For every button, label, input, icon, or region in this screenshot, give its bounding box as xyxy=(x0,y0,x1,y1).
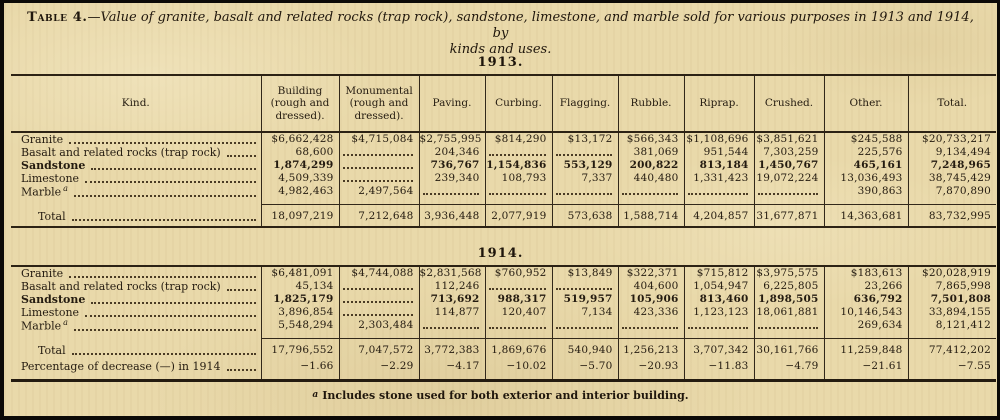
row-label: Marble $^a$ xyxy=(21,184,68,199)
dot-leader xyxy=(227,155,256,157)
empty-cell-dots xyxy=(556,288,612,290)
empty-cell-dots xyxy=(423,327,479,329)
row-label: Limestone xyxy=(21,306,80,319)
empty-cell-dots xyxy=(688,193,748,195)
value-cell xyxy=(684,319,754,339)
value-cell: 14,363,681 xyxy=(824,205,908,228)
empty-cell-dots xyxy=(688,327,748,329)
value-cell: 553,129 xyxy=(552,159,618,172)
value-cell: 404,600 xyxy=(618,280,684,293)
dot-leader xyxy=(72,353,256,355)
kind-cell xyxy=(11,146,261,159)
value-cell xyxy=(552,146,618,159)
empty-cell-dots xyxy=(556,327,612,329)
value-cell: 736,767 xyxy=(419,159,485,172)
value-cell: 813,460 xyxy=(684,293,754,306)
table-header xyxy=(11,75,996,132)
table-row xyxy=(11,306,996,319)
value-cell: 7,870,890 xyxy=(908,185,996,205)
row-label: Marble $^a$ xyxy=(21,318,68,333)
value-cell: 1,331,423 xyxy=(684,172,754,185)
value-cell: 2,303,484 xyxy=(339,319,419,339)
empty-cell-dots xyxy=(343,180,413,182)
value-cell: −11.83 xyxy=(684,360,754,381)
value-cell: $13,849 xyxy=(552,266,618,280)
empty-cell-dots xyxy=(343,314,413,316)
value-cell: 45,134 xyxy=(261,280,339,293)
kind-cell xyxy=(11,266,261,280)
table-number: Table 4. xyxy=(27,10,88,25)
empty-cell-dots xyxy=(556,154,612,156)
col-header-riprap: Riprap. xyxy=(684,75,754,132)
value-cell: 38,745,429 xyxy=(908,172,996,185)
kind-cell xyxy=(11,360,261,381)
value-cell: 269,634 xyxy=(824,319,908,339)
value-cell: 4,204,857 xyxy=(684,205,754,228)
kind-cell xyxy=(11,319,261,339)
col-header-curbing: Curbing. xyxy=(485,75,552,132)
footnote-text: Includes stone used for both exterior and interior building. xyxy=(322,389,689,402)
value-cell: 7,303,259 xyxy=(754,146,824,159)
value-cell xyxy=(485,185,552,205)
value-cell: 951,544 xyxy=(684,146,754,159)
table-1913 xyxy=(11,74,996,228)
value-cell: −10.02 xyxy=(485,360,552,381)
value-cell: 200,822 xyxy=(618,159,684,172)
value-cell: 11,259,848 xyxy=(824,339,908,361)
empty-cell-dots xyxy=(489,154,546,156)
value-cell: 18,061,881 xyxy=(754,306,824,319)
value-cell: $2,755,995 xyxy=(419,132,485,146)
value-cell: 3,896,854 xyxy=(261,306,339,319)
value-cell: 440,480 xyxy=(618,172,684,185)
kind-cell xyxy=(11,159,261,172)
empty-cell-dots xyxy=(489,193,546,195)
value-cell: 17,796,552 xyxy=(261,339,339,361)
value-cell: 6,225,805 xyxy=(754,280,824,293)
value-cell: $566,343 xyxy=(618,132,684,146)
kind-cell-content xyxy=(11,280,261,293)
value-cell xyxy=(339,306,419,319)
value-cell: $4,744,088 xyxy=(339,266,419,280)
value-cell: 7,248,965 xyxy=(908,159,996,172)
col-header-rubble: Rubble. xyxy=(618,75,684,132)
value-cell xyxy=(754,319,824,339)
value-cell: 519,957 xyxy=(552,293,618,306)
value-cell: 540,940 xyxy=(552,339,618,361)
section-heading-1913: 1913. xyxy=(477,55,524,70)
value-cell: −4.17 xyxy=(419,360,485,381)
dot-leader xyxy=(85,181,255,183)
dot-leader xyxy=(227,369,256,371)
value-cell: $3,975,575 xyxy=(754,266,824,280)
kind-cell xyxy=(11,132,261,146)
row-label: Granite xyxy=(21,267,64,280)
value-cell: $245,588 xyxy=(824,132,908,146)
row-label: Granite xyxy=(21,133,64,146)
value-cell: 573,638 xyxy=(552,205,618,228)
col-header-building: Building (rough and dressed). xyxy=(261,75,339,132)
value-cell: 1,154,836 xyxy=(485,159,552,172)
value-cell xyxy=(618,319,684,339)
kind-cell xyxy=(11,280,261,293)
value-cell: 8,121,412 xyxy=(908,319,996,339)
table-row xyxy=(11,185,996,205)
value-cell: −20.93 xyxy=(618,360,684,381)
table-title xyxy=(22,10,979,58)
value-cell xyxy=(684,185,754,205)
value-cell: 19,072,224 xyxy=(754,172,824,185)
value-cell: 13,036,493 xyxy=(824,172,908,185)
row-label: Total xyxy=(38,210,66,224)
dot-leader xyxy=(72,219,256,221)
value-cell: 2,497,564 xyxy=(339,185,419,205)
value-cell: 18,097,219 xyxy=(261,205,339,228)
kind-cell-content xyxy=(11,344,261,357)
col-header-total: Total. xyxy=(908,75,996,132)
kind-cell-content xyxy=(11,172,261,185)
dot-leader xyxy=(69,276,255,278)
value-cell: 10,146,543 xyxy=(824,306,908,319)
row-label: Sandstone xyxy=(21,293,86,306)
value-cell: 390,863 xyxy=(824,185,908,205)
value-cell: 1,256,213 xyxy=(618,339,684,361)
kind-cell xyxy=(11,205,261,228)
value-cell: 114,877 xyxy=(419,306,485,319)
value-cell: 381,069 xyxy=(618,146,684,159)
value-cell: $760,952 xyxy=(485,266,552,280)
empty-cell-dots xyxy=(343,154,413,156)
value-cell: $2,831,568 xyxy=(419,266,485,280)
col-header-other: Other. xyxy=(824,75,908,132)
kind-cell-content xyxy=(11,267,261,280)
value-cell: 1,825,179 xyxy=(261,293,339,306)
empty-cell-dots xyxy=(758,193,818,195)
kind-cell xyxy=(11,172,261,185)
value-cell: 120,407 xyxy=(485,306,552,319)
value-cell xyxy=(339,146,419,159)
value-cell: 204,346 xyxy=(419,146,485,159)
value-cell: −5.70 xyxy=(552,360,618,381)
kind-cell-content xyxy=(11,360,261,373)
value-cell: 3,936,448 xyxy=(419,205,485,228)
dot-leader xyxy=(227,289,256,291)
row-label: Total xyxy=(38,344,66,358)
table-row xyxy=(11,293,996,306)
table-1914 xyxy=(11,265,996,382)
value-cell: 33,894,155 xyxy=(908,306,996,319)
value-cell: $13,172 xyxy=(552,132,618,146)
value-cell: 3,772,383 xyxy=(419,339,485,361)
title-line1: —Value of granite, basalt and related rocks (trap rock), sandstone, limestone, and marble sold for various purposes in 1913 and 1914, by xyxy=(87,10,974,41)
table-row xyxy=(11,280,996,293)
table-row xyxy=(11,132,996,146)
value-cell: −4.79 xyxy=(754,360,824,381)
row-label: Percentage of decrease (—) in 1914 xyxy=(21,360,221,374)
kind-cell xyxy=(11,339,261,361)
kind-cell xyxy=(11,185,261,205)
value-cell xyxy=(419,185,485,205)
value-cell: 30,161,766 xyxy=(754,339,824,361)
dot-leader xyxy=(91,302,255,304)
kind-cell-content xyxy=(11,133,261,146)
value-cell xyxy=(485,280,552,293)
table-row xyxy=(11,266,996,280)
col-header-crushed: Crushed. xyxy=(754,75,824,132)
table-row xyxy=(11,146,996,159)
dot-leader xyxy=(74,329,256,331)
value-cell xyxy=(552,319,618,339)
value-cell: −1.66 xyxy=(261,360,339,381)
percentage-row xyxy=(11,360,996,381)
value-cell: 7,212,648 xyxy=(339,205,419,228)
value-cell: 239,340 xyxy=(419,172,485,185)
dot-leader xyxy=(69,142,255,144)
col-header-flagging: Flagging. xyxy=(552,75,618,132)
value-cell: 3,707,342 xyxy=(684,339,754,361)
row-label: Basalt and related rocks (trap rock) xyxy=(21,280,221,293)
value-cell: $20,028,919 xyxy=(908,266,996,280)
dot-leader xyxy=(91,168,255,170)
value-cell: 225,576 xyxy=(824,146,908,159)
value-cell: 9,134,494 xyxy=(908,146,996,159)
value-cell: 1,898,505 xyxy=(754,293,824,306)
value-cell: $1,108,696 xyxy=(684,132,754,146)
col-header-paving: Paving. xyxy=(419,75,485,132)
value-cell: 1,450,767 xyxy=(754,159,824,172)
value-cell xyxy=(339,159,419,172)
empty-cell-dots xyxy=(622,193,678,195)
footnote-marker: a xyxy=(312,390,319,400)
row-label: Limestone xyxy=(21,172,80,185)
dot-leader xyxy=(85,315,255,317)
footnote xyxy=(4,389,997,402)
table-row xyxy=(11,319,996,339)
value-cell: 5,548,294 xyxy=(261,319,339,339)
value-cell: 7,865,998 xyxy=(908,280,996,293)
value-cell: $814,290 xyxy=(485,132,552,146)
value-cell: −2.29 xyxy=(339,360,419,381)
empty-cell-dots xyxy=(343,301,413,303)
empty-cell-dots xyxy=(343,288,413,290)
empty-cell-dots xyxy=(343,167,413,169)
kind-cell-content xyxy=(11,159,261,172)
value-cell: 7,134 xyxy=(552,306,618,319)
kind-cell-content xyxy=(11,185,261,199)
empty-cell-dots xyxy=(556,193,612,195)
title-line2: kinds and uses. xyxy=(449,42,552,57)
value-cell: 1,869,676 xyxy=(485,339,552,361)
empty-cell-dots xyxy=(758,327,818,329)
value-cell: $3,851,621 xyxy=(754,132,824,146)
value-cell: 7,047,572 xyxy=(339,339,419,361)
value-cell xyxy=(552,280,618,293)
value-cell: 1,123,123 xyxy=(684,306,754,319)
value-cell: 7,501,808 xyxy=(908,293,996,306)
value-cell: $6,662,428 xyxy=(261,132,339,146)
value-cell: −21.61 xyxy=(824,360,908,381)
value-cell xyxy=(618,185,684,205)
kind-cell-content xyxy=(11,293,261,306)
value-cell: 1,874,299 xyxy=(261,159,339,172)
value-cell xyxy=(419,319,485,339)
value-cell: 105,906 xyxy=(618,293,684,306)
dot-leader xyxy=(74,195,256,197)
value-cell xyxy=(339,280,419,293)
value-cell xyxy=(754,185,824,205)
value-cell: $20,733,217 xyxy=(908,132,996,146)
value-cell: 2,077,919 xyxy=(485,205,552,228)
value-cell: $715,812 xyxy=(684,266,754,280)
value-cell: 112,246 xyxy=(419,280,485,293)
value-cell: 813,184 xyxy=(684,159,754,172)
value-cell: 23,266 xyxy=(824,280,908,293)
value-cell: 68,600 xyxy=(261,146,339,159)
value-cell: 4,509,339 xyxy=(261,172,339,185)
kind-cell-content xyxy=(11,306,261,319)
empty-cell-dots xyxy=(423,193,479,195)
value-cell: 1,588,714 xyxy=(618,205,684,228)
value-cell: 465,161 xyxy=(824,159,908,172)
empty-cell-dots xyxy=(489,327,546,329)
section-heading-1914: 1914. xyxy=(477,246,524,261)
value-cell xyxy=(339,293,419,306)
value-cell: $183,613 xyxy=(824,266,908,280)
value-cell: 423,336 xyxy=(618,306,684,319)
kind-cell xyxy=(11,293,261,306)
value-cell: −7.55 xyxy=(908,360,996,381)
value-cell: $322,371 xyxy=(618,266,684,280)
row-label: Sandstone xyxy=(21,159,86,172)
kind-cell-content xyxy=(11,210,261,223)
table-row xyxy=(11,172,996,185)
value-cell: 1,054,947 xyxy=(684,280,754,293)
value-cell: 713,692 xyxy=(419,293,485,306)
header-row xyxy=(11,75,996,132)
total-row xyxy=(11,205,996,228)
table-body-1913 xyxy=(11,132,996,227)
value-cell: $4,715,084 xyxy=(339,132,419,146)
empty-cell-dots xyxy=(622,327,678,329)
col-header-kind: Kind. xyxy=(11,75,261,132)
footnote-reference: a xyxy=(63,184,68,193)
value-cell xyxy=(552,185,618,205)
row-label: Basalt and related rocks (trap rock) xyxy=(21,146,221,159)
col-header-monumental: Monumental (rough and dressed). xyxy=(339,75,419,132)
value-cell: 77,412,202 xyxy=(908,339,996,361)
value-cell xyxy=(339,172,419,185)
kind-cell-content xyxy=(11,319,261,333)
table-body-1914 xyxy=(11,266,996,381)
value-cell: 108,793 xyxy=(485,172,552,185)
value-cell xyxy=(485,319,552,339)
value-cell: $6,481,091 xyxy=(261,266,339,280)
kind-cell-content xyxy=(11,146,261,159)
table-row xyxy=(11,159,996,172)
footnote-reference: a xyxy=(63,318,68,327)
empty-cell-dots xyxy=(489,288,546,290)
value-cell: 4,982,463 xyxy=(261,185,339,205)
total-row xyxy=(11,339,996,361)
value-cell: 988,317 xyxy=(485,293,552,306)
value-cell: 31,677,871 xyxy=(754,205,824,228)
value-cell: 636,792 xyxy=(824,293,908,306)
value-cell: 83,732,995 xyxy=(908,205,996,228)
kind-cell xyxy=(11,306,261,319)
value-cell xyxy=(485,146,552,159)
value-cell: 7,337 xyxy=(552,172,618,185)
